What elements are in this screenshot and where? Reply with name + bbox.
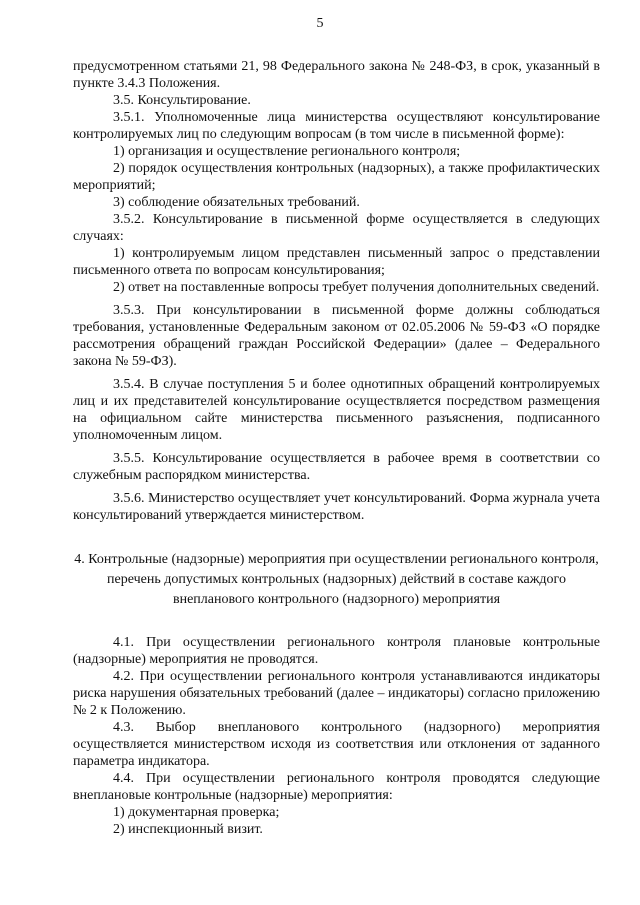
document-body: [73, 58, 600, 838]
paragraph: 4.1. При осуществлении регионального контроля плановые контрольные (надзорные) мероприятия не проводятся.: [73, 635, 600, 667]
paragraph: 3.5.5. Консультирование осуществляется в рабочее время в соответствии со служебным распорядком министерства.: [73, 451, 600, 483]
paragraph: 3.5.3. При консультировании в письменной форме должны соблюдаться требования, установленные Федеральным законом от 02.05.2006 № 59-ФЗ «О порядке рассмотрения обращений граждан Российской Федерации» (далее – Федерального закона № 59-ФЗ).: [73, 303, 600, 369]
paragraph: предусмотренном статьями 21, 98 Федерального закона № 248-ФЗ, в срок, указанный в пункте 3.4.3 Положения.: [73, 59, 600, 91]
paragraph: 3.5.4. В случае поступления 5 и более однотипных обращений контролируемых лиц и их представителей консультирование осуществляется посредством размещения на официальном сайте министерства письменного разъяснения, подписанного уполномоченным лицом.: [73, 377, 600, 443]
paragraph: 2) инспекционный визит.: [113, 822, 263, 837]
paragraph: 2) ответ на поставленные вопросы требует получения дополнительных сведений.: [113, 280, 600, 295]
paragraph: 3.5.6. Министерство осуществляет учет консультирований. Форма журнала учета консультирований утверждается министерством.: [73, 491, 600, 523]
paragraph: 3.5.1. Уполномоченные лица министерства осуществляют консультирование контролируемых лиц по следующим вопросам (в том числе в письменной форме):: [73, 110, 600, 142]
paragraph: 2) порядок осуществления контрольных (надзорных), а также профилактических мероприятий;: [73, 161, 600, 193]
paragraph: 3.5. Консультирование.: [113, 93, 251, 108]
paragraph: 4.3. Выбор внепланового контрольного (надзорного) мероприятия осуществляется министерством исходя из соответствия или отклонения от заданного параметра индикатора.: [73, 720, 600, 769]
paragraph: 4.4. При осуществлении регионального контроля проводятся следующие внеплановые контрольные (надзорные) мероприятия:: [73, 771, 600, 803]
section-heading: 4. Контрольные (надзорные) мероприятия при осуществлении регионального контроля, перечень допустимых контрольных (надзорных) действий в составе каждого внепланового контрольного (надзорного) мероприятия: [74, 552, 599, 607]
paragraph: 1) документарная проверка;: [113, 805, 280, 820]
page-number: 5: [316, 16, 324, 31]
paragraph: 3.5.2. Консультирование в письменной форме осуществляется в следующих случаях:: [73, 212, 600, 244]
paragraph: 1) контролируемым лицом представлен письменный запрос о представлении письменного ответа по вопросам консультирования;: [73, 246, 600, 278]
paragraph: 3) соблюдение обязательных требований.: [113, 195, 360, 210]
paragraph: 4.2. При осуществлении регионального контроля устанавливаются индикаторы риска нарушения обязательных требований (далее – индикаторы) согласно приложению № 2 к Положению.: [73, 669, 600, 718]
paragraph: 1) организация и осуществление регионального контроля;: [113, 144, 461, 159]
